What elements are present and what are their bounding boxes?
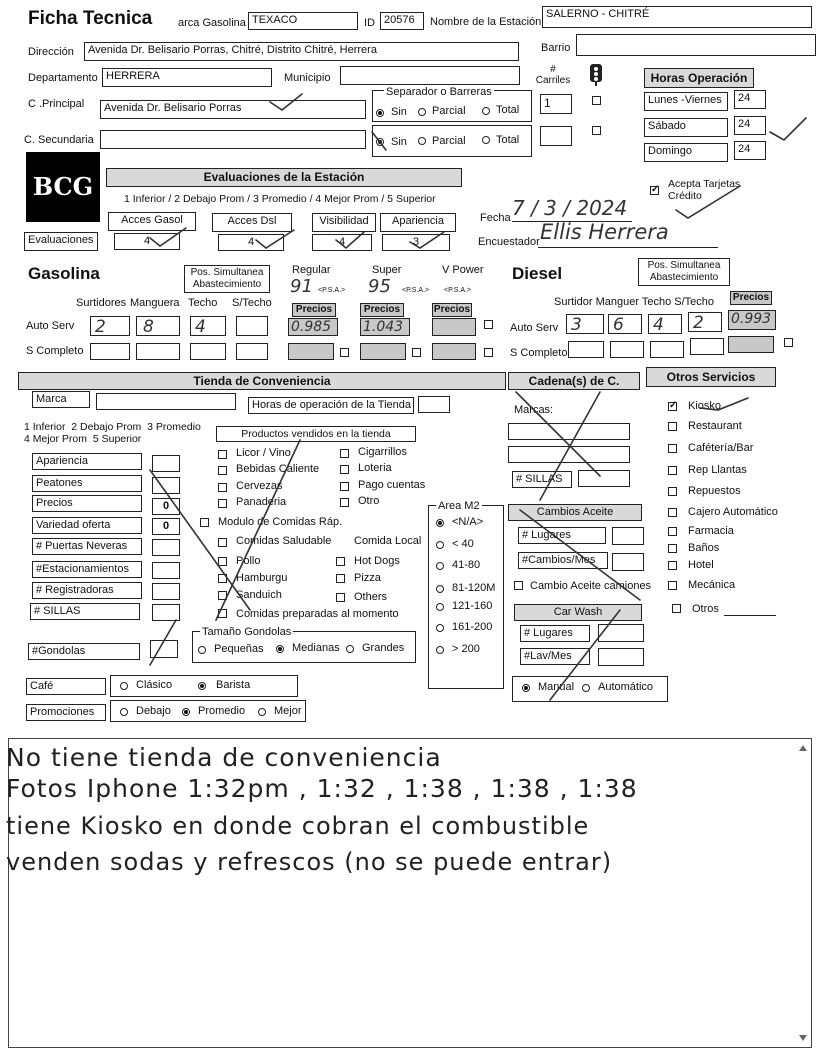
- psa-vpower: <P.S.A.>: [444, 287, 472, 294]
- sin-label: Sin: [391, 106, 407, 118]
- csecundaria-field[interactable]: [100, 130, 366, 149]
- techo-label: Techo: [188, 297, 218, 309]
- otros-hotel-checkbox[interactable]: [668, 561, 677, 570]
- food-sanduich-label: Sanduich: [236, 589, 282, 601]
- cafe-label: Café: [26, 678, 106, 695]
- bcg-logo: BCG: [26, 152, 100, 222]
- otros-repuestos-label: Repuestos: [688, 485, 741, 497]
- food-others-checkbox[interactable]: [336, 593, 345, 602]
- eval-apariencia-field[interactable]: 3: [382, 234, 450, 251]
- prod-otro-label: Otro: [358, 495, 380, 507]
- modulo-comidas-label: Modulo de Comidas Ráp.: [218, 516, 343, 528]
- gas-sc-stecho[interactable]: [236, 343, 268, 360]
- domingo-label: Domingo: [644, 143, 728, 162]
- otros-otros-checkbox[interactable]: [672, 604, 681, 613]
- note-line-2: Fotos Iphone 1:32pm , 1:32 , 1:38 , 1:38 , 1:38: [6, 774, 638, 803]
- gas-precio-vpower[interactable]: [432, 318, 476, 336]
- eval-acces-dsl-field[interactable]: 4: [218, 234, 284, 251]
- tienda-row-registradoras: # Registradoras: [32, 582, 142, 599]
- traffic-light-icon: [586, 62, 606, 86]
- auto-serv-label: Auto Serv: [26, 320, 75, 332]
- area-81-120-radio[interactable]: [436, 585, 444, 593]
- separador-label: Separador o Barreras: [386, 86, 492, 98]
- cambios-aceite-header: Cambios Aceite: [508, 504, 642, 521]
- fecha-label: Fecha: [480, 212, 511, 224]
- gas-precio-regular[interactable]: 0.985: [288, 318, 338, 336]
- municipio-field[interactable]: [340, 66, 520, 85]
- prod-otro-checkbox[interactable]: [340, 498, 349, 507]
- promo-debajo-radio[interactable]: [120, 708, 128, 716]
- otros-mecanica-label: Mecánica: [688, 579, 736, 591]
- cadena-sillas-label: # SILLAS: [512, 471, 572, 488]
- tienda-row-puertas: # Puertas Neveras: [32, 538, 142, 555]
- area-161-200-label: 161-200: [452, 621, 493, 633]
- carriles-checkbox-1[interactable]: [592, 96, 601, 105]
- tienda-row-variedad: Variedad oferta: [32, 517, 142, 534]
- scroll-down-icon[interactable]: [799, 1035, 807, 1041]
- area-121-160-label: 121-160: [452, 600, 493, 612]
- otros-mecanica-checkbox[interactable]: [668, 581, 677, 590]
- otros-kiosko-label: Kiosko: [688, 400, 722, 412]
- otros-farmacia-checkbox[interactable]: [668, 527, 677, 536]
- tamano-gondolas-label: Tamaño Gondolas: [202, 626, 292, 638]
- csecundaria-label: C. Secundaria: [24, 134, 94, 146]
- otros-restaurant-label: Restaurant: [688, 420, 742, 432]
- eval-acces-gasol-field[interactable]: 4: [114, 233, 180, 250]
- tienda-val-peatones[interactable]: [152, 477, 180, 494]
- total-label: Total: [496, 104, 520, 116]
- aceite-lugares-field[interactable]: [612, 527, 644, 545]
- food-hamburgu-label: Hamburgu: [236, 572, 288, 584]
- acepta-tarjetas-checkbox[interactable]: [650, 186, 659, 195]
- visibilidad-label: Visibilidad: [312, 213, 376, 232]
- lunes-field[interactable]: 24: [734, 90, 766, 109]
- psa-super: <P.S.A.>: [402, 287, 430, 294]
- precios-super-header: Precios: [360, 303, 404, 317]
- tienda-marca-label: Marca: [32, 391, 90, 408]
- psa-regular: <P.S.A.>: [318, 287, 346, 294]
- food-others-label: Others: [354, 591, 388, 603]
- area-lt40-radio[interactable]: [436, 541, 444, 549]
- promo-mejor-label: Mejor: [274, 705, 302, 717]
- tienda-row-precios: Precios: [32, 495, 142, 512]
- carriles-label: # Carriles: [535, 64, 571, 86]
- otros-cafeteria-checkbox[interactable]: [668, 444, 677, 453]
- area-41-80-radio[interactable]: [436, 562, 444, 570]
- tienda-val-variedad[interactable]: 0: [152, 518, 180, 535]
- prod-bebidas-label: Bebidas Caliente: [236, 463, 320, 475]
- prod-cervezas-label: Cervezas: [236, 480, 283, 492]
- cadena-header: Cadena(s) de C.: [508, 372, 640, 390]
- horas-operacion-header: Horas Operación: [644, 68, 754, 88]
- check-horas: [770, 118, 806, 140]
- prod-licor-label: Licor / Vino: [236, 447, 291, 459]
- form-title: Ficha Tecnica: [28, 8, 153, 29]
- tienda-row-apariencia: Apariencia: [32, 453, 142, 470]
- cafe-clasico-label: Clásico: [136, 679, 173, 691]
- area-na-radio[interactable]: [436, 519, 444, 527]
- super-label: Super: [372, 264, 402, 276]
- separador2-total-radio[interactable]: [482, 136, 490, 144]
- encuestador-label: Encuestador: [478, 236, 540, 248]
- sin2-label: Sin: [391, 136, 407, 148]
- otros-repuestos-checkbox[interactable]: [668, 487, 677, 496]
- cafe-barista-radio[interactable]: [198, 682, 206, 690]
- precios-regular-header: Precios: [292, 303, 336, 317]
- evaluaciones-label: Evaluaciones: [24, 232, 98, 251]
- gas-sc-checkbox-2[interactable]: [412, 348, 421, 357]
- apariencia-label: Apariencia: [380, 213, 456, 232]
- id-label: ID: [364, 17, 375, 29]
- promociones-label: Promociones: [26, 704, 106, 721]
- estacion-label: Nombre de la Estación: [430, 16, 542, 28]
- otros-hotel-label: Hotel: [688, 559, 714, 571]
- prod-panaderia-checkbox[interactable]: [218, 499, 227, 508]
- fecha-value[interactable]: 7 / 3 / 2024: [512, 196, 628, 220]
- gas-sc-checkbox-1[interactable]: [340, 348, 349, 357]
- super-hand: 95: [368, 276, 391, 297]
- sabado-label: Sábado: [644, 118, 728, 137]
- area-na-label: <N/A>: [452, 516, 484, 528]
- diesel-cols-label: Surtidor Manguer Techo S/Techo: [554, 296, 714, 308]
- cafe-barista-label: Barista: [216, 679, 251, 691]
- diesel-manguera-field[interactable]: 6: [608, 314, 642, 334]
- gas-sc-precio-regular[interactable]: [288, 343, 334, 360]
- stecho-label: S/Techo: [232, 297, 272, 309]
- s-completo-label: S Completo: [26, 345, 84, 357]
- diesel-sc-techo[interactable]: [650, 341, 684, 358]
- gas-sc-precio-super[interactable]: [360, 343, 406, 360]
- acces-gasol-label: Acces Gasol: [108, 212, 196, 231]
- food-hotdogs-checkbox[interactable]: [336, 557, 345, 566]
- area-121-160-radio[interactable]: [436, 603, 444, 611]
- estacion-field[interactable]: SALERNO - CHITRÉ: [542, 6, 812, 28]
- tienda-val-sillas[interactable]: [152, 604, 180, 621]
- otros-otros-line: [724, 615, 776, 616]
- promo-promedio-label: Promedio: [198, 705, 246, 717]
- gasolina-pos-sim: Pos. Simultanea Abastecimiento: [184, 265, 270, 293]
- prod-licor-checkbox[interactable]: [218, 450, 227, 459]
- carwash-manual-label: Manual: [538, 681, 575, 693]
- tienda-val-estacionamientos[interactable]: [152, 562, 180, 579]
- note-line-3: tiene Kiosko en donde cobran el combustible: [6, 812, 590, 840]
- gas-manguera-field[interactable]: 8: [136, 316, 180, 336]
- diesel-surtidor-field[interactable]: 3: [566, 314, 604, 334]
- tienda-val-precios[interactable]: 0: [152, 498, 180, 515]
- tienda-val-gondolas[interactable]: [150, 640, 178, 658]
- prod-pago-checkbox[interactable]: [340, 482, 349, 491]
- carwash-lugares-field[interactable]: [598, 624, 644, 642]
- departamento-label: Departamento: [28, 72, 98, 84]
- food-pollo-checkbox[interactable]: [218, 557, 227, 566]
- marca-label: arca Gasolina: [178, 17, 246, 29]
- promo-promedio-radio[interactable]: [182, 708, 190, 716]
- carwash-automatico-label: Automático: [598, 681, 654, 693]
- food-pizza-checkbox[interactable]: [336, 574, 345, 583]
- otros-llantas-label: Rep Llantas: [688, 464, 747, 476]
- parcial-label: Parcial: [432, 105, 466, 117]
- gas-sc-surtidores[interactable]: [90, 343, 130, 360]
- encuestador-underline: [538, 247, 718, 248]
- otros-cajero-checkbox[interactable]: [668, 508, 677, 517]
- area-m2-group: [428, 505, 504, 689]
- otros-banos-checkbox[interactable]: [668, 544, 677, 553]
- gas-sc-checkbox-3[interactable]: [484, 348, 493, 357]
- diesel-sc-checkbox[interactable]: [784, 338, 793, 347]
- separador-parcial-radio[interactable]: [418, 108, 426, 116]
- carwash-manual-radio[interactable]: [522, 684, 530, 692]
- evaluaciones-scale: 1 Inferior / 2 Debajo Prom / 3 Promedio / 4 Mejor Prom / 5 Superior: [124, 193, 436, 205]
- gas-precio-super[interactable]: 1.043: [360, 318, 410, 336]
- prod-loteria-checkbox[interactable]: [340, 465, 349, 474]
- prod-cigarrillos-label: Cigarrillos: [358, 446, 407, 458]
- direccion-label: Dirección: [28, 46, 74, 58]
- cprincipal-label: C .Principal: [28, 98, 85, 110]
- departamento-field[interactable]: HERRERA: [102, 68, 272, 87]
- gas-auto-checkbox[interactable]: [484, 320, 493, 329]
- otros-restaurant-checkbox[interactable]: [668, 422, 677, 431]
- tienda-val-registradoras[interactable]: [152, 583, 180, 600]
- diesel-s-completo-label: S Completo: [510, 347, 568, 359]
- acces-dsl-label: Acces Dsl: [212, 213, 292, 232]
- diesel-precios-header: Precios: [730, 291, 772, 305]
- otros-llantas-checkbox[interactable]: [668, 466, 677, 475]
- carwash-lav-mes-field[interactable]: [598, 648, 644, 666]
- prod-cigarrillos-checkbox[interactable]: [340, 449, 349, 458]
- vpower-label: V Power: [442, 264, 484, 276]
- carwash-lugares-label: # Lugares: [520, 625, 590, 642]
- food-pollo-label: Pollo: [236, 555, 261, 567]
- cadena-marca-field-2[interactable]: [508, 446, 630, 463]
- gondola-medianas-radio[interactable]: [276, 645, 284, 653]
- cambio-camiones-label: Cambio Aceite camiones: [530, 580, 652, 592]
- aceite-lugares-label: # Lugares: [518, 527, 606, 544]
- tienda-header: Tienda de Conveniencia: [18, 372, 506, 390]
- regular-hand: 91: [290, 276, 313, 297]
- comidas-saludable-label: Comidas Saludable: [236, 535, 332, 547]
- diesel-stecho-field[interactable]: 2: [688, 312, 722, 332]
- prod-pago-label: Pago cuentas: [358, 479, 426, 491]
- lunes-label: Lunes -Viernes: [644, 92, 728, 111]
- parcial2-label: Parcial: [432, 135, 466, 147]
- scroll-up-icon[interactable]: [799, 745, 807, 751]
- area-gt200-radio[interactable]: [436, 646, 444, 654]
- separador-total-radio[interactable]: [482, 107, 490, 115]
- acepta-tarjetas-label: Acepta Tarjetas Crédito: [668, 178, 741, 202]
- area-161-200-radio[interactable]: [436, 624, 444, 632]
- cafe-clasico-radio[interactable]: [120, 682, 128, 690]
- gondola-grandes-label: Grandes: [362, 642, 405, 654]
- prod-panaderia-label: Panaderia: [236, 496, 287, 508]
- carriles-checkbox-2[interactable]: [592, 126, 601, 135]
- prod-bebidas-checkbox[interactable]: [218, 466, 227, 475]
- otros-farmacia-label: Farmacia: [688, 525, 734, 537]
- cadena-marcas-label: Marcas:: [514, 404, 554, 416]
- diesel-auto-serv-label: Auto Serv: [510, 322, 559, 334]
- diesel-sc-manguera[interactable]: [610, 341, 644, 358]
- id-field[interactable]: 20576: [380, 12, 424, 30]
- cadena-sillas-field[interactable]: [578, 470, 630, 487]
- gas-techo-field[interactable]: 4: [190, 316, 226, 336]
- note-line-1: No tiene tienda de conveniencia: [6, 743, 442, 772]
- barrio-field[interactable]: [576, 34, 816, 56]
- cambio-camiones-checkbox[interactable]: [514, 581, 523, 590]
- municipio-label: Municipio: [284, 72, 331, 84]
- carriles-field-1[interactable]: 1: [540, 94, 572, 114]
- diesel-techo-field[interactable]: 4: [648, 314, 682, 334]
- diesel-sc-stecho[interactable]: [690, 338, 724, 355]
- productos-header: Productos vendidos en la tienda: [216, 426, 416, 442]
- diesel-sc-precio[interactable]: [728, 336, 774, 353]
- cadena-marca-field-1[interactable]: [508, 423, 630, 440]
- tienda-row-sillas: # SILLAS: [30, 603, 140, 620]
- carwash-lav-mes-label: #Lav/Mes: [520, 648, 590, 665]
- regular-label: Regular: [292, 264, 331, 276]
- car-wash-header: Car Wash: [514, 604, 642, 621]
- food-sanduich-checkbox[interactable]: [218, 591, 227, 600]
- total2-label: Total: [496, 134, 520, 146]
- tienda-horas-field[interactable]: [418, 396, 450, 413]
- tienda-row-estacionamientos: #Estacionamientos: [32, 561, 142, 578]
- tienda-val-apariencia[interactable]: [152, 455, 180, 472]
- comidas-prep-checkbox[interactable]: [218, 609, 227, 618]
- tienda-val-puertas[interactable]: [152, 539, 180, 556]
- diesel-sc-surtidor[interactable]: [568, 341, 604, 358]
- prod-cervezas-checkbox[interactable]: [218, 483, 227, 492]
- comidas-saludable-checkbox[interactable]: [218, 538, 227, 547]
- gondola-pequenas-label: Pequeñas: [214, 643, 264, 655]
- tienda-row-gondolas: #Gondolas: [28, 643, 140, 660]
- cprincipal-field[interactable]: Avenida Dr. Belisario Porras: [100, 100, 366, 119]
- domingo-field[interactable]: 24: [734, 141, 766, 160]
- gas-stecho-field[interactable]: [236, 316, 268, 336]
- carwash-automatico-radio[interactable]: [582, 684, 590, 692]
- area-81-120-label: 81-120M: [452, 582, 496, 594]
- evaluaciones-header: Evaluaciones de la Estación: [106, 168, 462, 187]
- carriles-field-2[interactable]: [540, 126, 572, 146]
- tienda-scale: 1 Inferior 2 Debajo Prom 3 Promedio 4 Mejor Prom 5 Superior: [24, 421, 201, 445]
- otros-otros-label: Otros: [692, 603, 719, 615]
- gasolina-title: Gasolina: [28, 264, 100, 283]
- otros-banos-label: Baños: [688, 542, 720, 554]
- gas-sc-manguera[interactable]: [136, 343, 180, 360]
- comida-local-label: Comida Local: [354, 535, 422, 547]
- area-lt40-label: < 40: [452, 538, 474, 550]
- otros-cajero-label: Cajero Automático: [688, 506, 778, 518]
- gas-sc-techo[interactable]: [190, 343, 226, 360]
- eval-visibilidad-field[interactable]: 4: [312, 234, 372, 251]
- otros-servicios-header: Otros Servicios: [646, 367, 776, 387]
- tienda-row-peatones: Peatones: [32, 475, 142, 492]
- promo-mejor-radio[interactable]: [258, 708, 266, 716]
- tienda-marca-field[interactable]: [96, 393, 236, 410]
- aceite-cambios-mes-label: #Cambios/Mes: [518, 552, 608, 569]
- food-hotdogs-label: Hot Dogs: [354, 555, 400, 567]
- modulo-comidas-checkbox[interactable]: [200, 518, 209, 527]
- sabado-field[interactable]: 24: [734, 116, 766, 135]
- barrio-label: Barrio: [541, 42, 571, 54]
- gondola-pequenas-radio[interactable]: [198, 646, 206, 654]
- separador2-sin-radio[interactable]: [376, 138, 384, 146]
- surtidores-label: Surtidores: [76, 297, 127, 309]
- diesel-title: Diesel: [512, 264, 563, 283]
- tienda-horas-label: Horas de operación de la Tienda: [248, 397, 414, 414]
- promo-debajo-label: Debajo: [136, 705, 171, 717]
- encuestador-value[interactable]: Ellis Herrera: [540, 220, 669, 244]
- separador2-parcial-radio[interactable]: [418, 137, 426, 145]
- manguera-label: Manguera: [130, 297, 180, 309]
- comidas-prep-label: Comidas preparadas al momento: [236, 608, 399, 620]
- area-m2-label: Area M2: [438, 500, 480, 512]
- gas-surtidores-field[interactable]: 2: [90, 316, 130, 336]
- marca-field[interactable]: TEXACO: [248, 12, 358, 30]
- precios-vpower-header: Precios: [433, 304, 471, 315]
- otros-kiosko-checkbox[interactable]: [668, 402, 677, 411]
- diesel-pos-sim: Pos. Simultanea Abastecimiento: [638, 258, 730, 286]
- food-pizza-label: Pizza: [354, 572, 381, 584]
- gas-sc-precio-vpower[interactable]: [432, 343, 476, 360]
- aceite-cambios-mes-field[interactable]: [612, 553, 644, 571]
- direccion-field[interactable]: Avenida Dr. Belisario Porras, Chitré, Distrito Chitré, Herrera: [84, 42, 519, 61]
- area-41-80-label: 41-80: [452, 559, 481, 571]
- area-gt200-label: > 200: [452, 643, 480, 655]
- otros-cafeteria-label: Cafétería/Bar: [688, 442, 754, 454]
- prod-loteria-label: Loteria: [358, 462, 392, 474]
- diesel-precio-field[interactable]: 0.993: [728, 310, 776, 330]
- note-line-4: venden sodas y refrescos (no se puede entrar): [6, 848, 613, 876]
- gondola-grandes-radio[interactable]: [346, 645, 354, 653]
- gondola-medianas-label: Medianas: [292, 642, 340, 654]
- separador-sin-radio[interactable]: [376, 109, 384, 117]
- food-hamburgu-checkbox[interactable]: [218, 574, 227, 583]
